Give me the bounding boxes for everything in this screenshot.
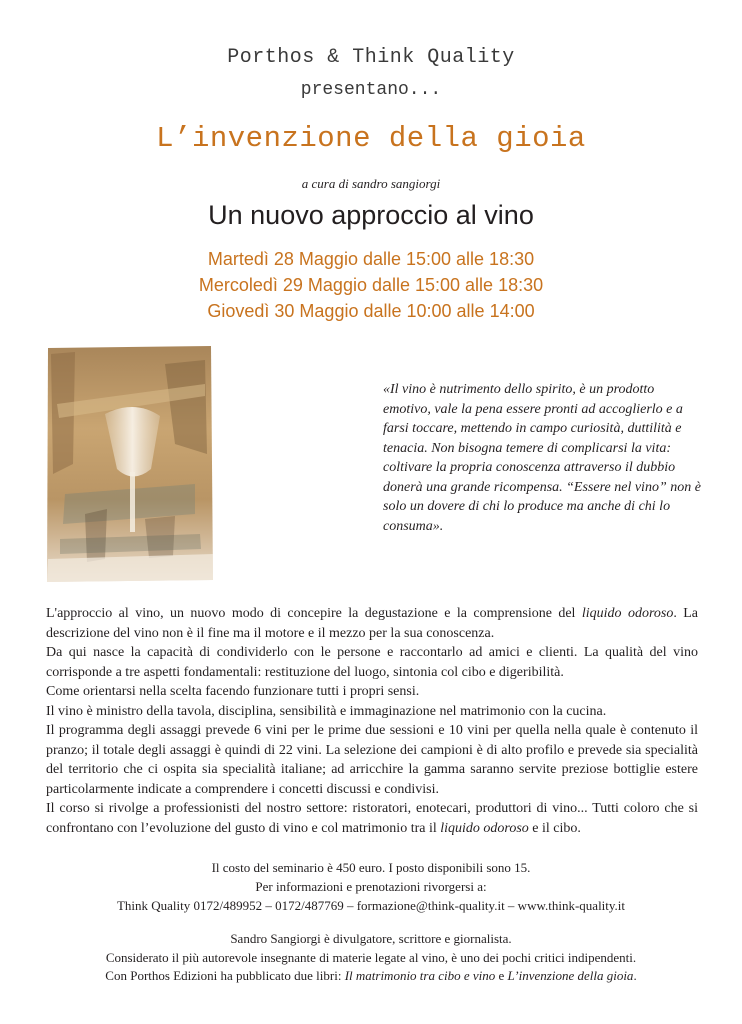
book-title: Il matrimonio tra cibo e vino [344,968,496,983]
presenters-line: Porthos & Think Quality [227,46,515,69]
paragraph: L'approccio al vino, un nuovo modo di concepire la degustazione e la comprensione del liquido odoroso. La descrizione del vino non è il fine ma il motore e il mezzo per la sua conoscenza. [46,606,699,641]
info-section [0,858,742,915]
date-line: Giovedì 30 Maggio dalle 10:00 alle 14:00 [207,301,535,321]
bio-line: Sandro Sangiorgi è divulgatore, scrittore e giornalista. [230,931,512,946]
bio-line: Considerato il più autorevole insegnante di materie legate al vino, è uno dei pochi critici indipendenti. [105,949,637,965]
bio-section [0,930,742,986]
presenting-line: presentano... [300,80,442,100]
contact-line: Think Quality 0172/489952 – 0172/487769 – formazione@think-quality.it – www.think-quality.it [116,898,626,913]
wine-glass-painting [45,344,215,584]
paragraph: Il corso si rivolge a professionisti del nostro settore: ristoratori, enotecari, produttori di vino... Tutti coloro che si confrontano con l’evoluzione del gusto di vino e col matrimonio tra il liquido odoroso e il cibo. [46,801,698,836]
curator-line: a cura di sandro sangiorgi [301,176,441,191]
cost-line: Il costo del seminario è 450 euro. I posto disponibili sono 15. [211,860,531,875]
quote: «Il vino è nutrimento dello spirito, è un prodotto emotivo, vale la pena essere pronti ad accoglierlo e a farsi toccare, mettendo in campo curiosità, duttilità e tenacia. Non bisogna temere di complicarsi la vita: coltivare la propria conoscenza attraverso il dubbio donerà una grande ricompensa. “Essere nel vino” non è solo un dovere di chi lo produce ma anche di chi lo consuma». [383,382,701,534]
description [46,604,698,838]
date-line: Martedì 28 Maggio dalle 15:00 alle 18:30 [207,249,535,269]
subtitle: Un nuovo approccio al vino [208,200,534,230]
event-dates [0,246,742,324]
paragraph: Il vino è ministro della tavola, disciplina, sensibilità e immaginazione nel matrimonio con la cucina. [46,703,607,719]
bio-line: Con Porthos Edizioni ha pubblicato due libri: Il matrimonio tra cibo e vino e L’invenzione della gioia. [105,968,637,983]
paragraph: Come orientarsi nella scelta facendo funzionare tutti i propri sensi. [46,684,420,699]
contact-intro: Per informazioni e prenotazioni rivorgersi a: [255,879,487,894]
date-line: Mercoledì 29 Maggio dalle 15:00 alle 18:30 [198,275,544,295]
paragraph: Il programma degli assaggi prevede 6 vini per le prime due sessioni e 10 vini per quella nella quale è contenuto il pranzo; il totale degli assaggi è quindi di 22 vini. La selezione dei campioni è di alto profilo e prevede sia specialità del territorio che ci ospita sia specialità italiane; ad arricchire la gamma saranno servite preziose bottiglie estere particolarmente indicate a comprendere i concetti discussi e condivisi. [46,723,698,797]
page-title: L’invenzione della gioia [156,122,586,155]
paragraph: Da qui nasce la capacità di condividerlo con le persone e raccontarlo ad amici e clienti. La qualità del vino corrisponde a tre aspetti fondamentali: restituzione del luogo, sintonia col cibo e digeribilità. [46,645,698,680]
book-title: L’invenzione della gioia [507,968,634,983]
